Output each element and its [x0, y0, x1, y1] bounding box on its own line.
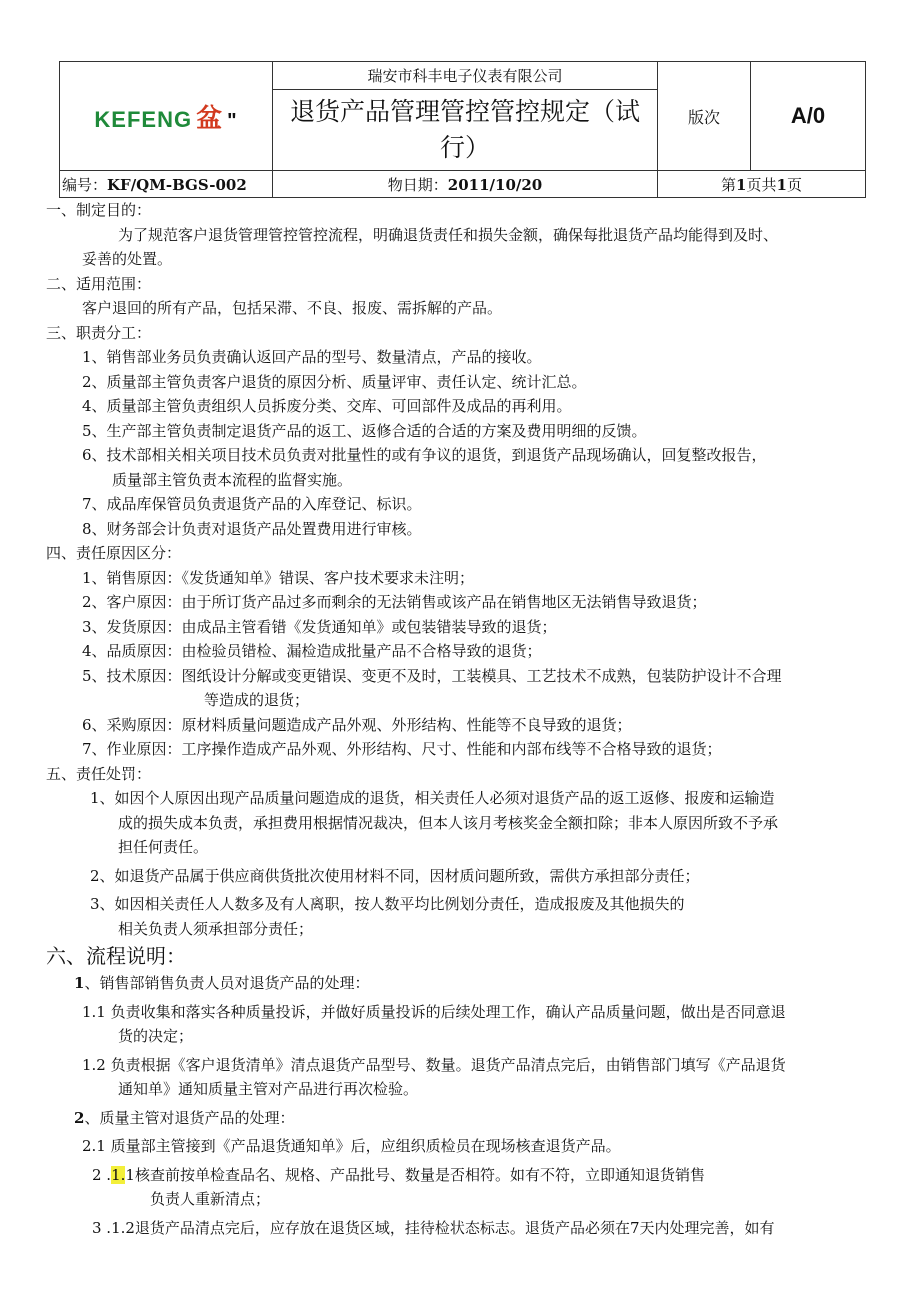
subsection-heading: 1、销售部销售负责人员对退货产品的处理：: [74, 974, 370, 992]
list-item: 4、品质原因：由检验员错检、漏检造成批量产品不合格导致的退货；: [82, 642, 542, 660]
list-item-continuation: 相关负责人须承担部分责任；: [118, 919, 314, 938]
title-cell: [273, 62, 658, 171]
list-item: 2、如退货产品属于供应商供货批次使用材料不同，因材质问题所致，需供方承担部分责任；: [90, 866, 700, 885]
paragraph: 3 .1.2退货产品清点完后，应存放在退货区域，挂待检状态标志。退货产品必须在7天内处理完善，如有: [92, 1218, 775, 1237]
logo-mark-icon: 盆: [196, 102, 224, 133]
list-item: 2、质量部主管负责客户退货的原因分析、质量评审、责任认定、统计汇总。: [82, 372, 587, 391]
document-date: 物日期：2011/10/20: [273, 171, 658, 198]
list-item: 1、销售部业务员负责确认返回产品的型号、数量清点，产品的接收。: [82, 348, 542, 366]
subsection-heading: 2、质量主管对退货产品的处理：: [74, 1108, 295, 1127]
list-item: 3、如因相关责任人人数多及有人离职，按人数平均比例划分责任，造成报废及其他损失的: [90, 895, 685, 913]
paragraph: 2 .1.1核查前按单检查品名、规格、产品批号、数量是否相符。如有不符，立即通知退货销售: [92, 1165, 705, 1184]
list-item: 1、如因个人原因出现产品质量问题造成的退货，相关责任人必须对退货产品的返工返修、报废和运输造: [90, 789, 775, 807]
list-item: 2、客户原因：由于所订货产品过多而剩余的无法销售或该产品在销售地区无法销售导致退货；: [82, 593, 707, 611]
company-logo: KEFENG 盆 ": [94, 102, 238, 133]
header-table: [59, 61, 866, 198]
section-heading: 六、流程说明：: [46, 944, 186, 968]
paragraph: 1.2 负责根据《客户退货清单》清点退货产品型号、数量。退货产品清点完后，由销售部门填写《产品退货: [82, 1055, 786, 1074]
document-code: 编号：KF/QM-BGS-002: [60, 171, 273, 198]
version-value: A/0: [751, 62, 866, 171]
document-title: 退货产品管理管控管控规定（试行）: [289, 96, 640, 162]
company-name: 瑞安市科丰电子仪表有限公司: [273, 63, 657, 90]
list-item: 4、质量部主管负责组织人员拆废分类、交库、可回部件及成品的再利用。: [82, 397, 572, 415]
paragraph-continuation: 负责人重新清点；: [150, 1190, 271, 1208]
paragraph-continuation: 通知单》通知质量主管对产品进行再次检验。: [118, 1080, 419, 1098]
section-heading: 三、职责分工：: [46, 323, 152, 342]
paragraph: 妥善的处置。: [82, 250, 173, 268]
list-item: 6、采购原因：原材料质量问题造成产品外观、外形结构、性能等不良导致的退货；: [82, 715, 632, 734]
list-item: 1、销售原因：《发货通知单》错误、客户技术要求未注明；: [82, 568, 475, 587]
list-item: 7、作业原因：工序操作造成产品外观、外形结构、尺寸、性能和内部布线等不合格导致的退货；: [82, 740, 722, 758]
list-item: 8、财务部会计负责对退货产品处置费用进行审核。: [82, 519, 422, 538]
paragraph: 客户退回的所有产品，包括呆滞、不良、报废、需拆解的产品。: [82, 299, 503, 317]
section-heading: 二、适用范围：: [46, 274, 152, 293]
list-item: 3、发货原因：由成品主管看错《发货通知单》或包装错装导致的退货；: [82, 617, 557, 636]
logo-cell: [60, 62, 273, 171]
list-item-continuation: 等造成的退货；: [204, 691, 310, 709]
list-item-continuation: 成的损失成本负责，承担费用根据情况裁决，但本人该月考核奖金全额扣除；非本人原因所致不予承: [118, 813, 779, 832]
document-body: [46, 198, 886, 1240]
list-item: 5、生产部主管负责制定退货产品的返工、返修合适的合适的方案及费用明细的反馈。: [82, 421, 647, 440]
list-item-continuation: 质量部主管负责本流程的监督实施。: [112, 470, 353, 489]
list-item-continuation: 担任何责任。: [118, 838, 209, 856]
list-item: 5、技术原因：图纸设计分解或变更错误、变更不及时，工装模具、工艺技术不成熟，包装防护设计不合理: [82, 666, 782, 685]
list-item: 7、成品库保管员负责退货产品的入库登记、标识。: [82, 495, 422, 513]
list-item: 6、技术部相关相关项目技术员负责对批量性的或有争议的退货，到退货产品现场确认，回复整改报告，: [82, 446, 767, 464]
paragraph: 1.1 负责收集和落实各种质量投诉，并做好质量投诉的后续处理工作，确认产品质量问题，做出是否同意退: [82, 1002, 786, 1021]
paragraph: 2.1 质量部主管接到《产品退货通知单》后，应组织质检员在现场核查退货产品。: [82, 1137, 621, 1155]
section-heading: 五、责任处罚：: [46, 764, 152, 783]
section-heading: 一、制定目的：: [46, 201, 152, 219]
section-heading: 四、责任原因区分：: [46, 544, 182, 562]
highlight: 1.: [111, 1165, 126, 1184]
paragraph-continuation: 货的决定；: [118, 1027, 194, 1045]
version-label: 版次: [658, 62, 751, 171]
page-info: 第1页共1页: [658, 171, 866, 198]
paragraph: 为了规范客户退货管理管控管控流程，明确退货责任和损失金额，确保每批退货产品均能得到及时、: [118, 225, 779, 244]
